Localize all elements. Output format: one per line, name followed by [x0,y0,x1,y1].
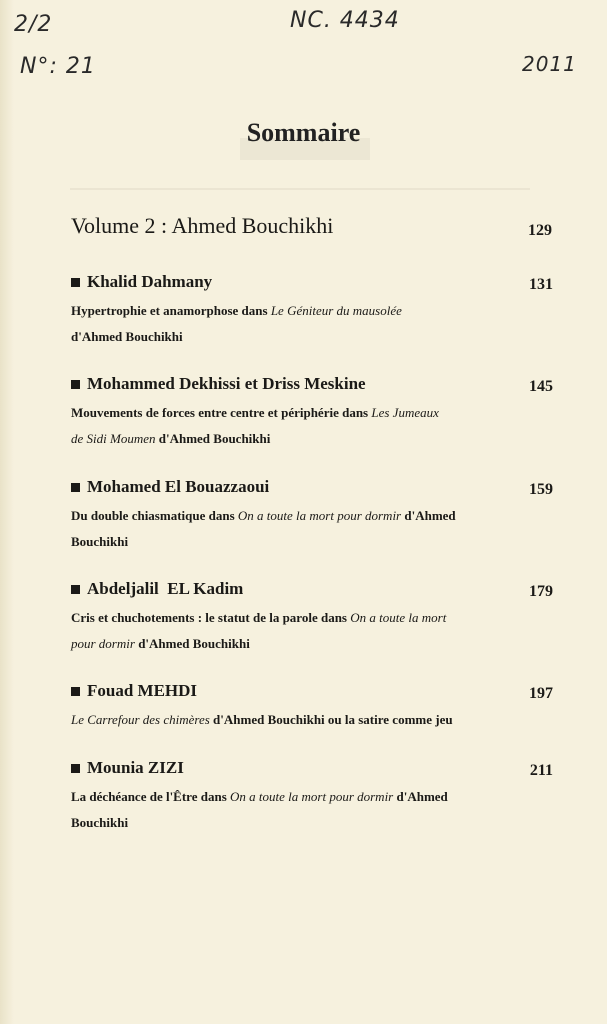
volume-title: Volume 2 : Ahmed Bouchikhi [71,213,334,238]
entry-description [71,605,481,657]
author-name: Mohammed Dekhissi et Driss Meskine [87,374,366,393]
desc-text: Bouchikhi [71,815,129,830]
desc-title: pour dormir [71,636,135,651]
author-name: Khalid Dahmany [87,272,213,291]
entry-description [71,298,481,350]
toc-entry [71,579,553,657]
toc-entry [71,477,553,555]
desc-text: d'Ahmed [401,508,456,523]
entry-author [71,374,553,394]
desc-title: On a toute la mort pour dormir [230,789,394,804]
entry-description [71,707,481,733]
entry-page-number: 197 [529,685,553,702]
entry-page-number: 211 [529,762,553,779]
author-name: Abdeljalil EL Kadim [87,579,244,598]
show-through [70,188,530,190]
desc-text: Mouvements de forces entre centre et périphérie dans [71,405,372,420]
entry-author [71,477,553,497]
entry-description [71,784,481,836]
toc-entry [71,272,553,350]
desc-text: d'Ahmed Bouchikhi [155,431,271,446]
author-name: Mohamed El Bouazzaoui [87,477,270,496]
desc-text: d'Ahmed [393,789,448,804]
entry-page-number: 145 [529,378,553,395]
bullet-square-icon [71,278,80,287]
toc-entry [71,758,553,836]
entry-author [71,272,553,292]
page-edge [0,0,14,1024]
desc-title: Les Jumeaux [371,405,439,420]
entry-author [71,758,553,778]
desc-title: On a toute la mort [350,610,447,625]
bullet-square-icon [71,380,80,389]
entry-description [71,400,481,452]
handwritten-note: NC. 4434 [290,8,400,33]
author-name: Mounia ZIZI [87,758,184,777]
desc-title: Le Géniteur du mausolée [270,303,402,318]
volume-page-number: 129 [528,222,552,239]
entry-page-number: 159 [529,481,553,498]
desc-text: Bouchikhi [71,534,129,549]
desc-text: Hypertrophie et anamorphose dans [71,303,271,318]
bullet-square-icon [71,764,80,773]
desc-title: de Sidi Moumen [71,431,156,446]
bullet-square-icon [71,687,80,696]
toc-entry [71,374,553,452]
desc-text: d'Ahmed Bouchikhi ou la satire comme jeu [209,712,453,727]
bullet-square-icon [71,483,80,492]
desc-text: d'Ahmed Bouchikhi [71,329,183,344]
toc-entry [71,681,553,733]
entry-author [71,681,553,701]
page-title: Sommaire [246,118,361,147]
desc-title: On a toute la mort pour dormir [237,508,402,523]
entry-author [71,579,553,599]
bullet-square-icon [71,585,80,594]
handwritten-note: N°: 21 [20,54,96,79]
entry-description [71,503,481,555]
entry-page-number: 179 [529,583,553,600]
handwritten-note: 2/2 [14,12,53,37]
desc-title: Le Carrefour des chimères [71,712,210,727]
desc-text: d'Ahmed Bouchikhi [134,636,250,651]
author-name: Fouad MEHDI [87,681,198,700]
desc-text: Du double chiasmatique dans [71,508,238,523]
desc-text: La déchéance de l'Être dans [71,789,231,804]
handwritten-note: 2011 [522,52,577,76]
desc-text: Cris et chuchotements : le statut de la parole dans [71,610,351,625]
entry-page-number: 131 [529,276,553,293]
